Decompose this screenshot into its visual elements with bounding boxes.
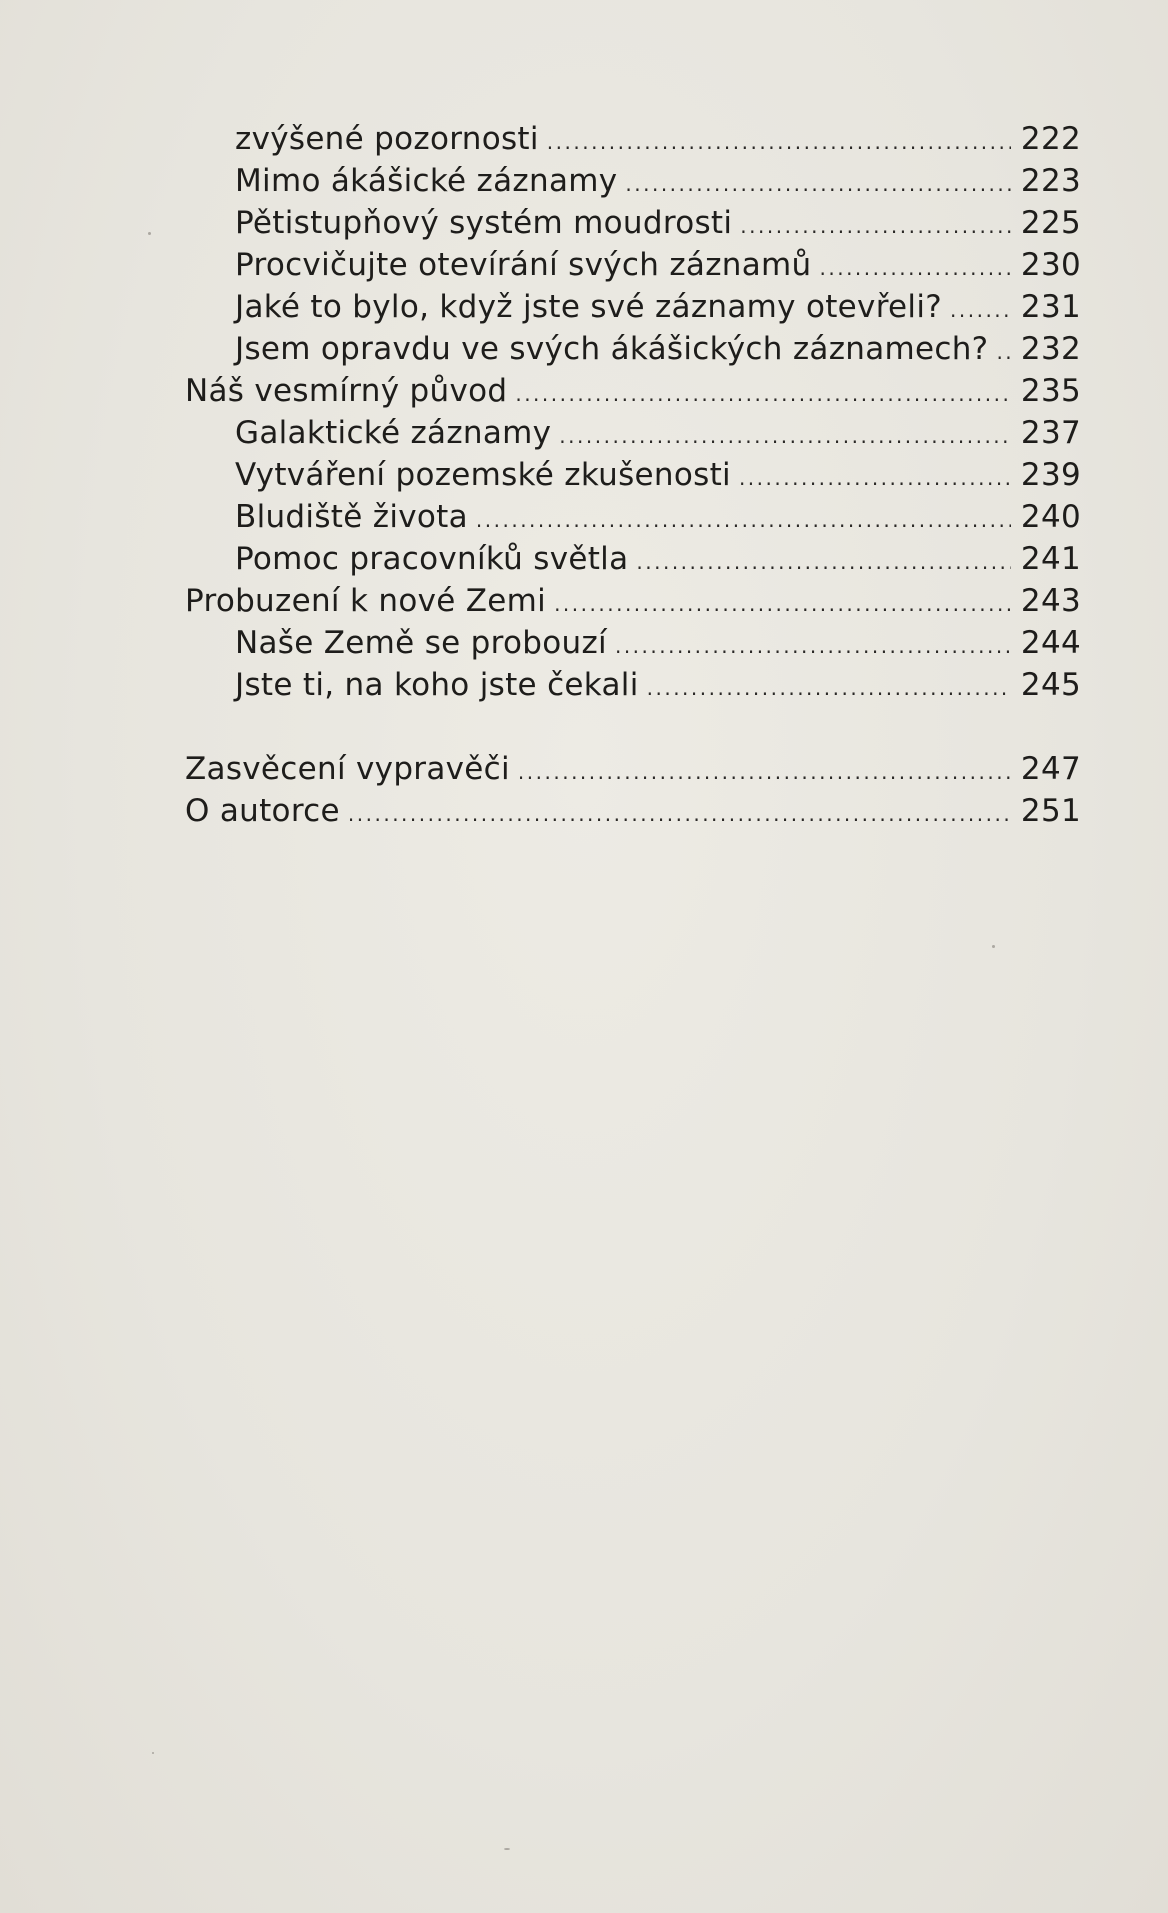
dot-leader [647,667,1011,709]
toc-entry-page: 237 [1020,415,1081,451]
toc-entry-title: Probuzení k nové Zemi [185,583,547,619]
toc-entry-title: Jaké to bylo, když jste své záznamy otevřeli? [235,289,943,325]
toc-entry-title: Procvičujte otevírání svých záznamů [235,247,812,283]
toc-entry [185,664,1081,706]
paper-speck [148,232,151,235]
toc-entry-title: Pětistupňový systém moudrosti [235,205,733,241]
dot-leader [348,793,1011,835]
toc-entry-page: 243 [1020,583,1081,619]
toc-entry [185,160,1081,202]
toc-entry-page: 241 [1020,541,1081,577]
toc-entry [185,622,1081,664]
dot-leader [636,541,1011,583]
toc-entry [185,454,1081,496]
dot-leader [625,163,1011,205]
dot-leader [615,625,1011,667]
dot-leader [740,205,1011,247]
toc-entry-title: zvýšené pozornosti [235,121,539,157]
toc-entry-title: Pomoc pracovníků světla [235,541,629,577]
toc-entry-page: 225 [1020,205,1081,241]
toc-entry [185,286,1081,328]
toc-entry-page: 244 [1020,625,1081,661]
toc-entry-page: 232 [1020,331,1081,367]
toc-entry-title: Vytváření pozemské zkušenosti [235,457,731,493]
toc-entry [185,580,1081,622]
dot-leader [996,331,1010,373]
toc-entry-title: Naše Země se probouzí [235,625,607,661]
toc-entry [185,202,1081,244]
paper-speck [152,1752,154,1754]
toc-entry [185,118,1081,160]
toc-entry-title: Galaktické záznamy [235,415,552,451]
paper-speck [504,1848,510,1850]
toc-entry-title: Bludiště života [235,499,468,535]
toc-entry [185,244,1081,286]
paper-speck [992,945,995,948]
toc-entry-page: 235 [1020,373,1081,409]
toc-entry-page: 245 [1020,667,1081,703]
toc-entry-page: 247 [1020,751,1081,787]
toc-entry-title: Zasvěcení vypravěči [185,751,510,787]
toc-entry-title: Mimo ákášické záznamy [235,163,618,199]
toc-entry [185,748,1081,790]
toc-entry-page: 251 [1020,793,1081,829]
toc-entry-page: 223 [1020,163,1081,199]
dot-leader [476,499,1011,541]
toc-entry-page: 240 [1020,499,1081,535]
dot-leader [739,457,1011,499]
toc-entry-page: 230 [1020,247,1081,283]
dot-leader [559,415,1011,457]
toc-entry-title: Jsem opravdu ve svých ákášických záznamech? [235,331,989,367]
toc-entry-page: 222 [1020,121,1081,157]
toc-entry [185,328,1081,370]
dot-leader [515,373,1011,415]
dot-leader [950,289,1011,331]
dot-leader [547,121,1011,163]
dot-leader [820,247,1011,289]
toc-entry [185,370,1081,412]
toc-entry-title: Náš vesmírný původ [185,373,508,409]
dot-leader [554,583,1011,625]
dot-leader [518,751,1011,793]
toc-entry [185,496,1081,538]
toc-entry [185,790,1081,832]
toc-entry-title: Jste ti, na koho jste čekali [235,667,639,703]
toc-entry-page: 231 [1020,289,1081,325]
toc-entry [185,412,1081,454]
toc-entry-page: 239 [1020,457,1081,493]
toc-entry-title: O autorce [185,793,340,829]
table-of-contents [185,118,1081,832]
toc-entry [185,538,1081,580]
